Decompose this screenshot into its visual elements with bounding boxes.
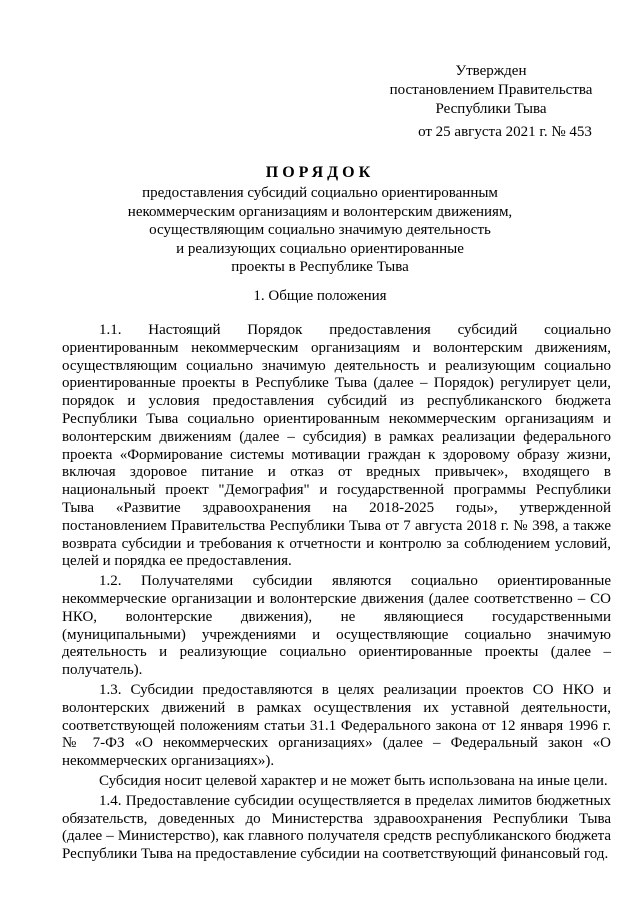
paragraph-1-3: 1.3. Субсидии предоставляются в целях реализации проектов СО НКО и волонтерских движений в рамках осуществления их уставной деятельности, соответствующей положениям статьи 31.1 Федерального закона от 12 января 1996 г. № 7-ФЗ «О некоммерческих организациях» (далее – Федеральный закон «О некоммерческих организациях»). [62,681,611,770]
approval-block [376,62,606,119]
section-heading: 1. Общие положения [253,288,387,304]
body-text [62,322,611,866]
document-subtitle [100,184,540,277]
subtitle-line: проекты в Республике Тыва [231,259,409,275]
document-title: ПОРЯДОК [265,164,375,181]
subtitle-line: некоммерческим организациям и волонтерским движениям, [127,203,513,220]
paragraph-1-4: 1.4. Предоставление субсидии осуществляется в пределах лимитов бюджетных обязательств, доведенных до Министерства здравоохранения Республики Тыва (далее – Министерство), как главного получателя средств республиканского бюджета Республики Тыва на предоставление субсидии на соответствующий финансовый год. [62,792,611,863]
paragraph-1-2: 1.2. Получателями субсидии являются социально ориентированные некоммерческие организации и волонтерские движения (далее соответственно – СО НКО, волонтерские движения), не являющиеся государственными (муниципальными) учреждениями и осуществляющие социально значимую деятельность и реализующие социально ориентированные проекты (далее – получатель). [62,573,611,679]
approval-line-republic: Республики Тыва [435,101,547,117]
approval-line-resolution: постановлением Правительства [389,82,593,98]
approval-line-approved: Утвержден [455,63,527,79]
paragraph-1-1: 1.1. Настоящий Порядок предоставления субсидий социально ориентированным некоммерческим организациям и волонтерским движениям, осуществляющим социально значимую деятельность и реализующим социально ориентированные проекты в Республике Тыва (далее – Порядок) регулирует цели, порядок и условия предоставления субсидий из республиканского бюджета Республики Тыва социально ориентированным некоммерческим организациям и волонтерским движениям (далее – субсидия) в рамках реализации федерального проекта «Формирование системы мотивации граждан к здоровому образу жизни, включая здоровое питание и отказ от вредных привычек», входящего в национальный проект "Демография" и государственной программы Республики Тыва «Развитие здравоохранения на 2018-2025 годы», утвержденной постановлением Правительства Республики Тыва от 7 августа 2018 г. № 398, а также возврата субсидии и требования к отчетности и контролю за соблюдением условий, целей и порядка ее предоставления. [62,322,611,570]
subtitle-line: осуществляющим социально значимую деятельность [149,222,491,238]
approval-date: от 25 августа 2021 г. № 453 [418,124,592,140]
subtitle-line: и реализующих социально ориентированные [176,240,464,257]
paragraph-target-use: Субсидия носит целевой характер и не может быть использована на иные цели. [99,772,608,789]
subtitle-line: предоставления субсидий социально ориентированным [142,185,498,201]
